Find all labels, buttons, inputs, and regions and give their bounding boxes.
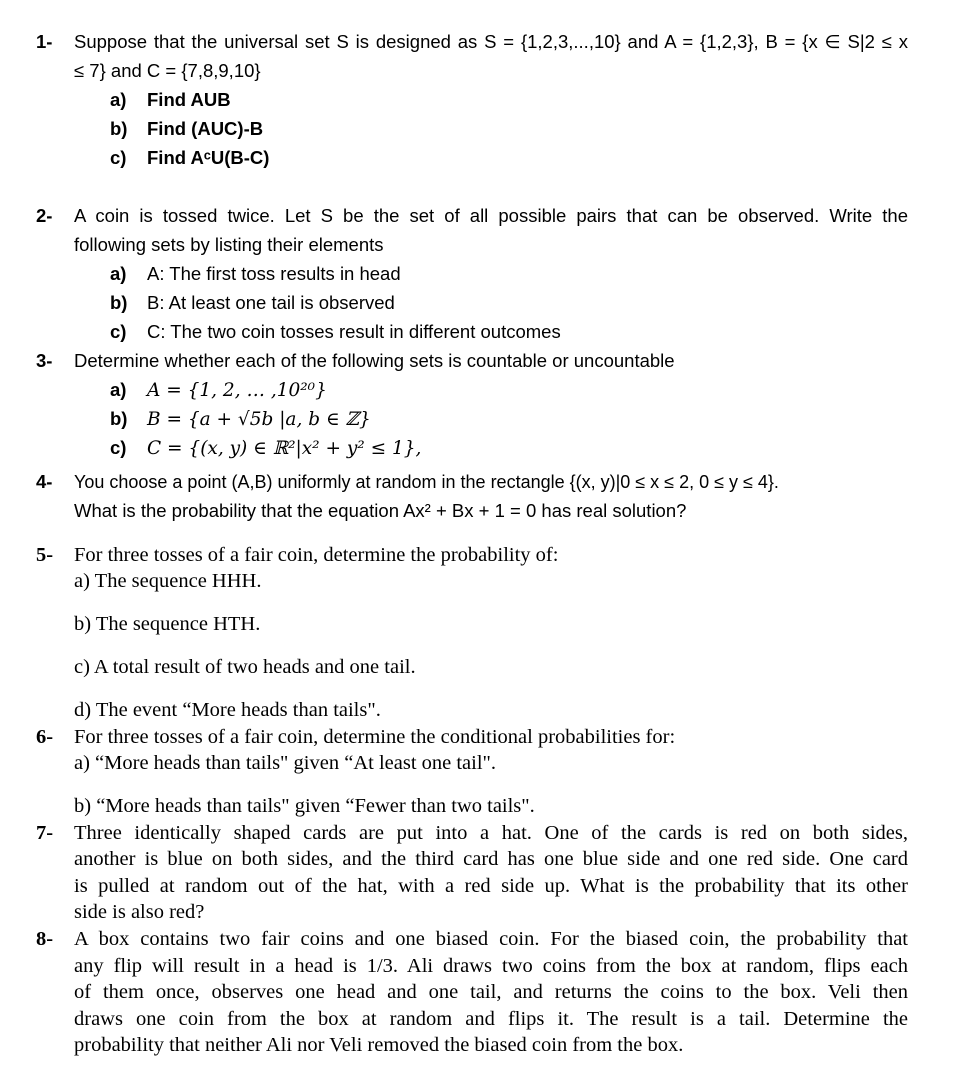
question-number: 1- <box>36 31 53 52</box>
math-set: B = {a + √5b |a, b ∈ ℤ} <box>147 409 371 430</box>
sub-question-text: Find AUB <box>147 89 231 110</box>
sub-question-label: b) <box>110 118 128 139</box>
question-number: 3- <box>36 350 53 371</box>
question-text-line: of them once, observes one head and one tail, and returns the coins to the box. Veli then <box>74 981 908 1003</box>
sub-question-label: c) <box>110 321 127 342</box>
math-set: C = {(x, y) ∈ ℝ²|x² + y² ≤ 1}, <box>147 438 422 459</box>
question-text-line: Determine whether each of the following sets is countable or uncountable <box>74 350 675 371</box>
question-number: 5- <box>36 544 54 566</box>
sub-question: b) The sequence HTH. <box>74 613 261 635</box>
sub-question-text: Find AᶜU(B-C) <box>147 147 270 168</box>
sub-question <box>110 149 269 168</box>
question-text-line: any flip will result in a head is 1/3. Ali draws two coins from the box at random, flips each <box>74 955 908 977</box>
question-text-line: side is also red? <box>74 901 205 923</box>
question-number: 4- <box>36 471 53 492</box>
sub-question-text: A: The first toss results in head <box>147 263 401 284</box>
question-text-line: Suppose that the universal set S is designed as S = {1,2,3,...,10} and A = {1,2,3}, B = {x ∈ S|2 ≤ x <box>74 31 908 52</box>
sub-question-text: B: At least one tail is observed <box>147 292 395 313</box>
question-number: 2- <box>36 205 53 226</box>
sub-question <box>110 323 561 342</box>
sub-question: a) The sequence HHH. <box>74 570 262 592</box>
sub-question-text: Find (AUC)-B <box>147 118 264 139</box>
sub-question <box>110 265 401 284</box>
sub-question <box>110 381 327 401</box>
math-set: A = {1, 2, … ,10²⁰} <box>147 380 327 401</box>
sub-question: c) A total result of two heads and one tail. <box>74 656 416 678</box>
question-text-line: is pulled at random out of the hat, with a red side up. What is the probability that its other <box>74 875 908 897</box>
sub-question-label: a) <box>110 263 127 284</box>
question-number: 6- <box>36 726 54 748</box>
sub-question <box>110 439 421 459</box>
sub-question-label: c) <box>110 147 127 168</box>
sub-question <box>110 120 263 139</box>
sub-question <box>110 294 395 313</box>
question-number: 8- <box>36 928 54 950</box>
question-text-line: another is blue on both sides, and the third card has one blue side and one red side. One card <box>74 848 908 870</box>
sub-question-label: c) <box>110 437 127 458</box>
question-text-line: A box contains two fair coins and one biased coin. For the biased coin, the probability that <box>74 928 908 950</box>
sub-question-label: b) <box>110 408 128 429</box>
question-text-line: You choose a point (A,B) uniformly at random in the rectangle {(x, y)|0 ≤ x ≤ 2, 0 ≤ y ≤ 4}. <box>74 472 779 492</box>
question-text-line: ≤ 7} and C = {7,8,9,10} <box>74 60 261 81</box>
sub-question <box>110 410 371 430</box>
question-text-line: What is the probability that the equation Ax² + Bx + 1 = 0 has real solution? <box>74 500 687 521</box>
sub-question-label: a) <box>110 89 127 110</box>
question-text-line: draws one coin from the box at random and flips it. The result is a tail. Determine the <box>74 1008 908 1030</box>
sub-question: a) “More heads than tails" given “At least one tail". <box>74 752 497 774</box>
question-text-line: Three identically shaped cards are put into a hat. One of the cards is red on both sides, <box>74 822 908 844</box>
sub-question-label: a) <box>110 379 127 400</box>
sub-question: d) The event “More heads than tails". <box>74 699 381 721</box>
question-text-line: For three tosses of a fair coin, determine the probability of: <box>74 544 559 566</box>
sub-question-text: C: The two coin tosses result in different outcomes <box>147 321 561 342</box>
question-text-line: probability that neither Ali nor Veli removed the biased coin from the box. <box>74 1034 684 1056</box>
question-number: 7- <box>36 822 54 844</box>
question-text-line: following sets by listing their elements <box>74 234 384 255</box>
sub-question: b) “More heads than tails" given “Fewer than two tails". <box>74 795 535 817</box>
question-text-line: For three tosses of a fair coin, determine the conditional probabilities for: <box>74 726 676 748</box>
sub-question <box>110 91 231 110</box>
sub-question-label: b) <box>110 292 128 313</box>
question-text-line: A coin is tossed twice. Let S be the set of all possible pairs that can be observed. Write the <box>74 205 908 226</box>
